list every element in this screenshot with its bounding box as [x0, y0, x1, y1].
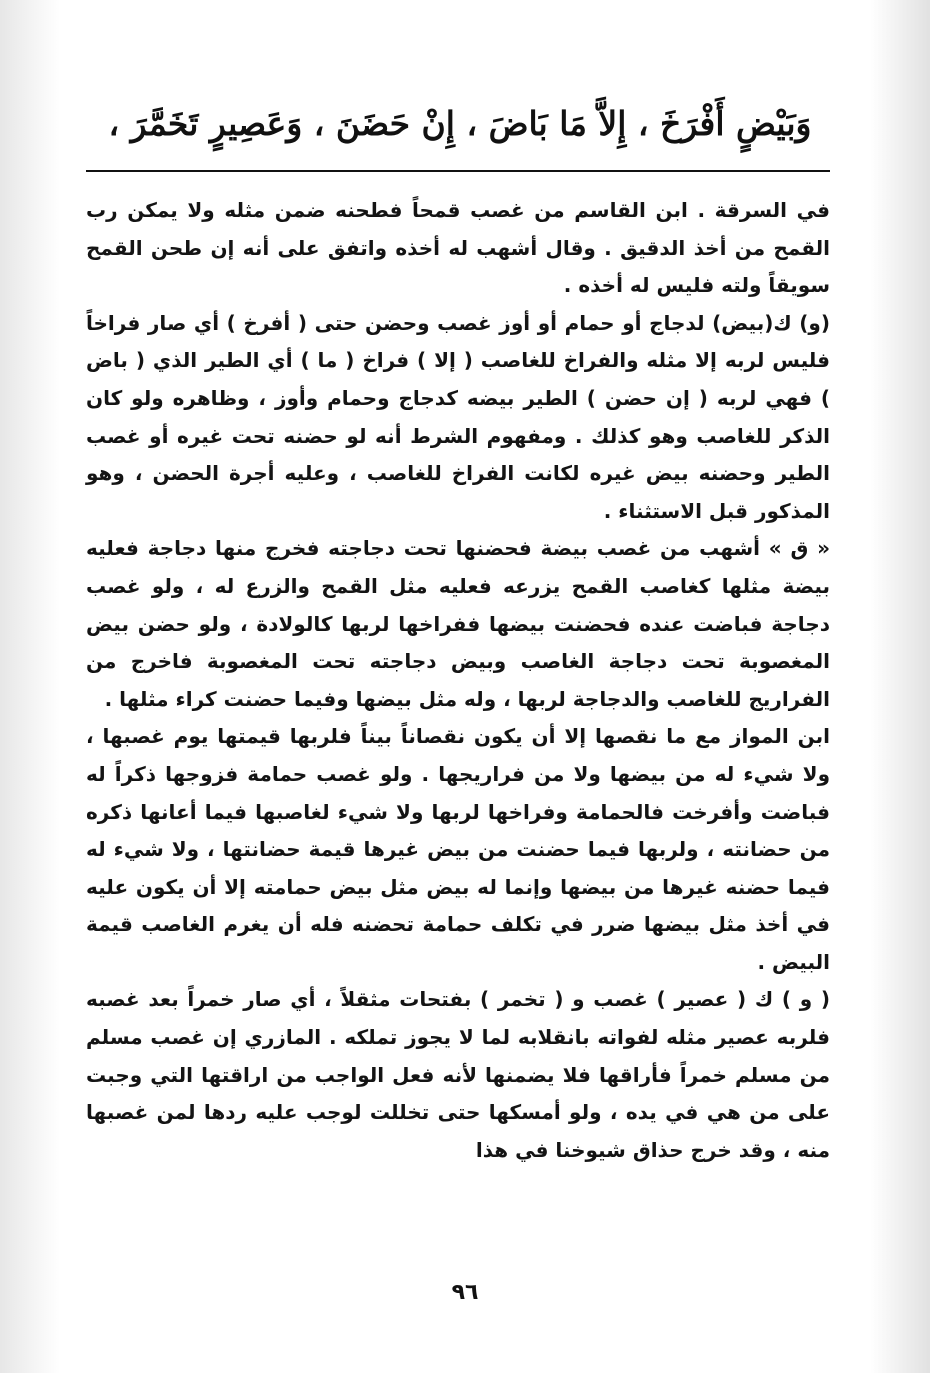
header-divider-rule: [86, 170, 830, 172]
page-edge-shadow-left: [0, 0, 60, 1373]
running-header-matn: وَبَيْضٍ أَفْرَخَ ، إِلاَّ مَا بَاضَ ، إِنْ حَضَنَ ، وَعَصِيرٍ تَخَمَّرَ ،: [108, 104, 812, 143]
paragraph-3: « ق » أشهب من غصب بيضة فحضنها تحت دجاجته فخرج منها دجاجة فعليه بيضة مثلها كغاصب القمح يزرعه فعليه مثل القمح والزرع له ، ولو غصب دجاجة فباضت عنده فحضنت بيضها ففراخها لربها كالولادة ، ولو حضن بيض المغصوبة تحت دجاجة الغاصب وبيض دجاجته تحت المغصوبة فاخرج من الفراريج للغاصب والدجاجة لربها ، وله مثل بيضها وفيما حضنت كراء مثلها .: [86, 536, 830, 711]
commentary-body: [86, 192, 830, 1169]
paragraph-2: (و) ك(بيض) لدجاج أو حمام أو أوز غصب وحضن حتى ( أفرخ ) أي صار فراخاً فليس لربه إلا مثله والفراخ للغاصب ( إلا ) فراخ ( ما ) أي الطير الذي ( باض ) فهي لربه ( إن حضن ) الطير بيضه كدجاج وحمام وأوز ، وظاهره ولو كان الذكر للغاصب وهو كذلك . ومفهوم الشرط أنه لو حضنه تحت غيره أو غصب الطير وحضنه بيض غيره لكانت الفراخ للغاصب ، وعليه أجرة الحضن ، وهو المذكور قبل الاستثناء .: [86, 310, 830, 523]
paragraph-1: في السرقة . ابن القاسم من غصب قمحاً فطحنه ضمن مثله ولا يمكن رب القمح من أخذ الدقيق . وقال أشهب له أخذه واتفق على أنه إن طحن القمح سويقاً ولته فليس له أخذه .: [86, 198, 830, 298]
paragraph-4: ابن المواز مع ما نقصها إلا أن يكون نقصاناً بيناً فلربها قيمتها يوم غصبها ، ولا شيء له من بيضها ولا من فراريجها . ولو غصب حمامة فزوجها ذكراً له فباضت وأفرخت فالحمامة وفراخها لربها ولا شيء لغاصبها فيما أعانها ذكره من حضانته ، ولربها فيما حضنت من بيض غيرها قيمة حضانتها ، ولا شيء له فيما حضنه غيرها من بيضها وإنما له بيض مثل بيض حمامته إلا أن يكون عليه في أخذ مثل بيضها ضرر في تكلف حمامة تحضنه فله أن يغرم الغاصب قيمة البيض .: [86, 724, 830, 974]
page-number: ٩٦: [451, 1280, 479, 1305]
page-edge-shadow-right: [870, 0, 930, 1373]
paragraph-5: ( و ) ك ( عصير ) غصب و ( تخمر ) بفتحات مثقلاً ، أي صار خمراً بعد غصبه فلربه عصير مثله لفواته بانقلابه لما لا يجوز تملكه . المازري إن غصب مسلم من مسلم خمراً فأراقها فلا يضمنها لأنه فعل الواجب من اراقتها التي وجبت على من هي في يده ، ولو أمسكها حتى تخللت لوجب عليه ردها لمن غصبها منه ، وقد خرج حذاق شيوخنا في هذا: [86, 987, 830, 1162]
